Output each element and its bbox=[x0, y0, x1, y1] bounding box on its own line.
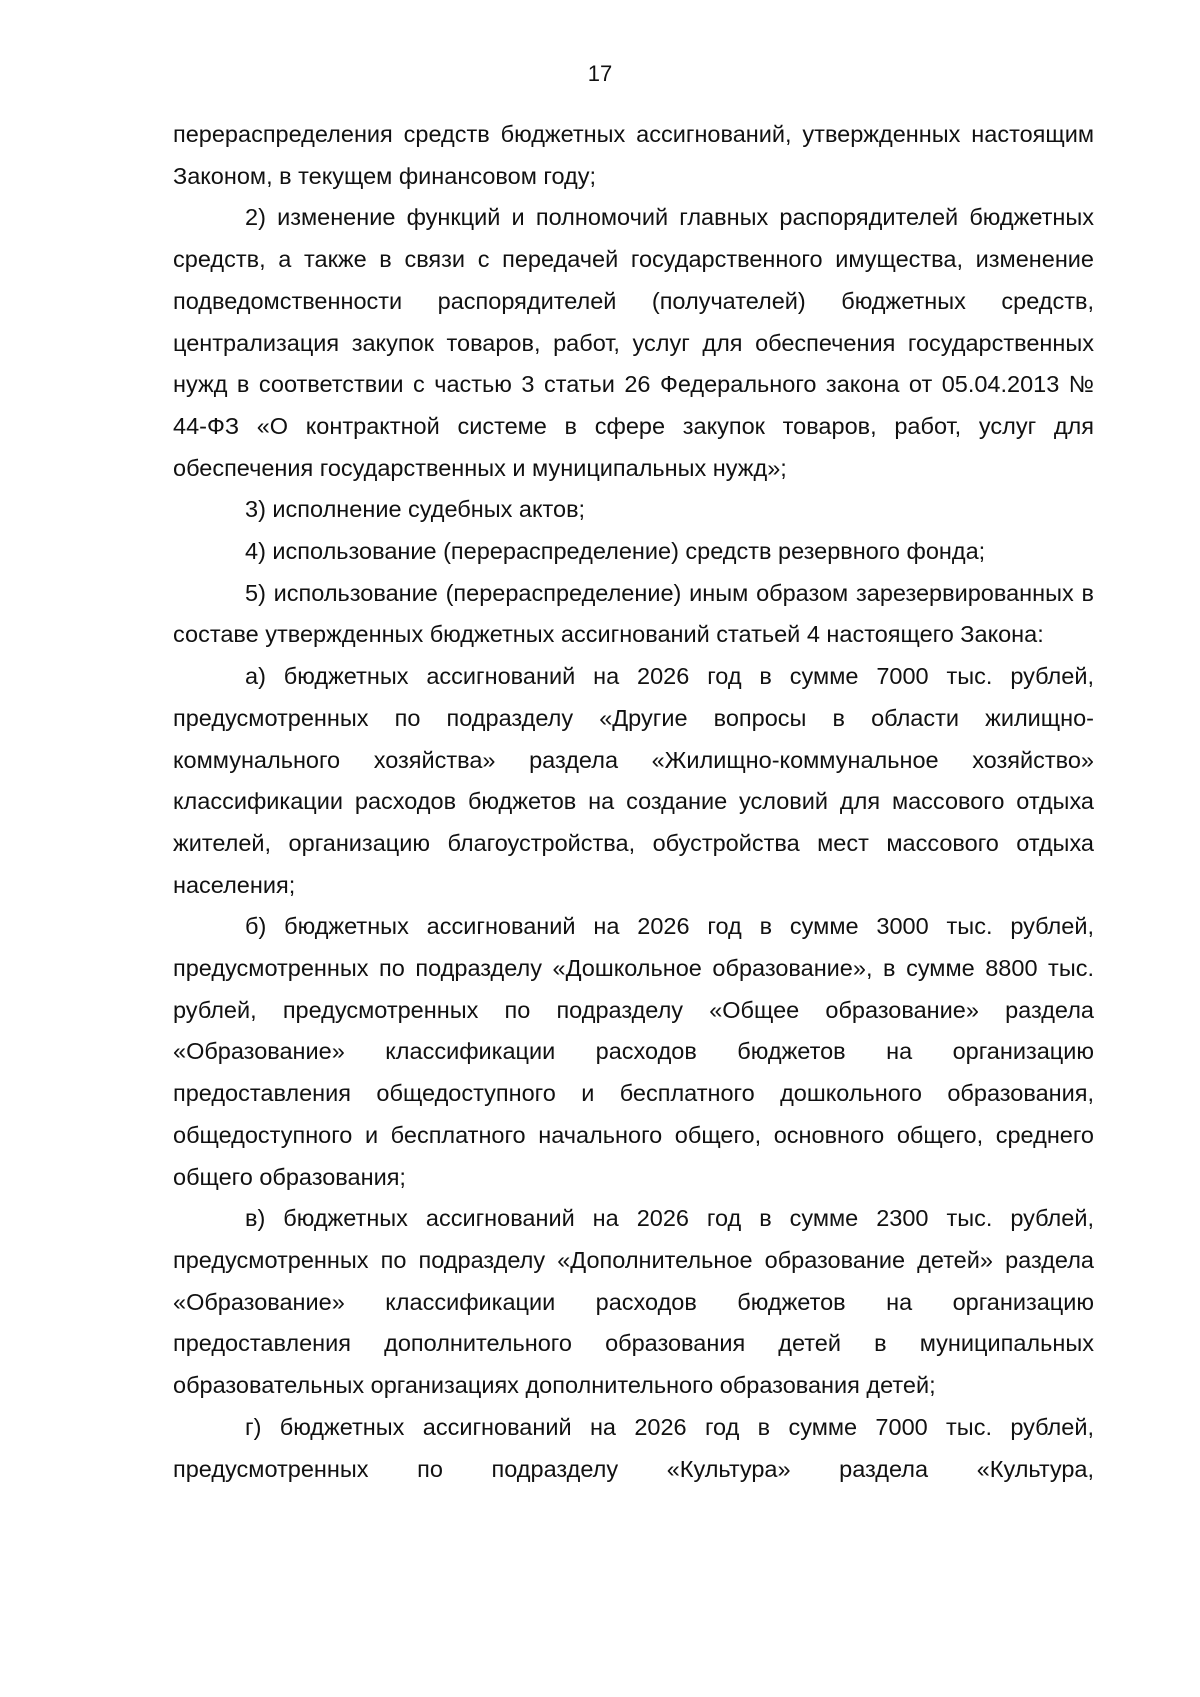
paragraph-subitem-g: г) бюджетных ассигнований на 2026 год в сумме 7000 тыс. рублей, предусмотренных по подразделу «Культура» раздела «Культура, bbox=[173, 1413, 1094, 1482]
paragraph-subitem-b: б) бюджетных ассигнований на 2026 год в сумме 3000 тыс. рублей, предусмотренных по подразделу «Дошкольное образование», в сумме 8800 тыс. рублей, предусмотренных по подразделу «Общее образование» раздела «Образование» классификации расходов бюджетов на организацию предоставления общедоступного и бесплатного дошкольного образования, общедоступного и бесплатного начального общего, основного общего, среднего общего образования; bbox=[173, 913, 1094, 1190]
paragraph-continuation: перераспределения средств бюджетных ассигнований, утвержденных настоящим Законом, в текущем финансовом году; bbox=[173, 121, 1094, 189]
paragraph-item-5: 5) использование (перераспределение) иным образом зарезервированных в составе утвержденных бюджетных ассигнований статьей 4 настоящего Закона: bbox=[173, 579, 1094, 648]
page-number: 17 bbox=[587, 61, 613, 86]
document-body bbox=[173, 114, 1094, 1490]
paragraph-item-4: 4) использование (перераспределение) средств резервного фонда; bbox=[245, 538, 986, 565]
paragraph-item-2: 2) изменение функций и полномочий главных распорядителей бюджетных средств, а также в связи с передачей государственного имущества, изменение подведомственности распорядителей (получателей) бюджетных средств, централизация закупок товаров, работ, услуг для обеспечения государственных нужд в соответствии с частью 3 статьи 26 Федерального закона от 05.04.2013 № 44-ФЗ «О контрактной системе в сфере закупок товаров, работ, услуг для обеспечения государственных и муниципальных нужд»; bbox=[173, 204, 1094, 481]
paragraph-subitem-v: в) бюджетных ассигнований на 2026 год в сумме 2300 тыс. рублей, предусмотренных по подразделу «Дополнительное образование детей» раздела «Образование» классификации расходов бюджетов на организацию предоставления дополнительного образования детей в муниципальных образовательных организациях дополнительного образования детей; bbox=[173, 1205, 1094, 1399]
paragraph-subitem-a: а) бюджетных ассигнований на 2026 год в сумме 7000 тыс. рублей, предусмотренных по подразделу «Другие вопросы в области жилищно-коммунального хозяйства» раздела «Жилищно-коммунальное хозяйство» классификации расходов бюджетов на создание условий для массового отдыха жителей, организацию благоустройства, обустройства мест массового отдыха населения; bbox=[173, 663, 1094, 898]
paragraph-item-3: 3) исполнение судебных актов; bbox=[245, 496, 586, 523]
